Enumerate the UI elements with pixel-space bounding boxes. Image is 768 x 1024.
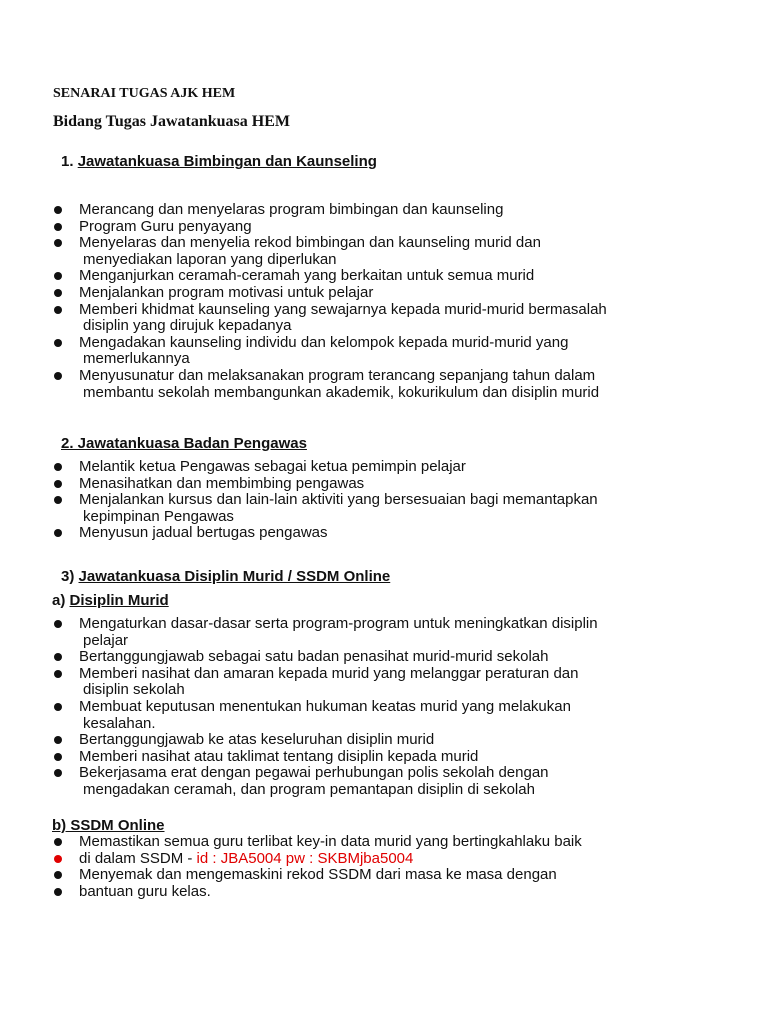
- list-item: Menyelaras dan menyelia rekod bimbingan dan kaunseling murid dan menyediakan laporan yang diperlukan: [52, 235, 607, 268]
- list-item: Membuat keputusan menentukan hukuman keatas murid yang melakukan kesalahan.: [52, 699, 598, 732]
- bullet-icon: [54, 838, 62, 846]
- section-1-heading: [61, 153, 377, 171]
- list-item: Menasihatkan dan membimbing pengawas: [52, 476, 598, 493]
- list-item: Melantik ketua Pengawas sebagai ketua pemimpin pelajar: [52, 459, 598, 476]
- list-item: Menyusunatur dan melaksanakan program terancang sepanjang tahun dalam membantu sekolah membangunkan akademik, kokurikulum dan disiplin murid: [52, 368, 607, 401]
- subsection-b-list: [52, 834, 582, 900]
- list-item: Memberi khidmat kaunseling yang sewajarnya kepada murid-murid bermasalah disiplin yang dirujuk kepadanya: [52, 302, 607, 335]
- red-bullet-icon: [54, 855, 62, 863]
- list-item: Program Guru penyayang: [52, 219, 607, 236]
- bullet-icon: [54, 871, 62, 879]
- section-2-heading: [61, 435, 307, 453]
- bullet-icon: [54, 703, 62, 711]
- list-item: Menyusun jadual bertugas pengawas: [52, 525, 598, 542]
- section-3-number: 3): [61, 568, 75, 585]
- bullet-icon: [54, 620, 62, 628]
- list-item: Menganjurkan ceramah-ceramah yang berkaitan untuk semua murid: [52, 268, 607, 285]
- section-3-heading: [61, 568, 390, 586]
- bullet-icon: [54, 670, 62, 678]
- bullet-icon: [54, 206, 62, 214]
- list-item: bantuan guru kelas.: [52, 884, 582, 901]
- bullet-icon: [54, 463, 62, 471]
- list-item: [52, 851, 582, 868]
- list-item: Menjalankan program motivasi untuk pelajar: [52, 285, 607, 302]
- subsection-b-title: b) SSDM Online: [52, 817, 165, 834]
- bullet-icon: [54, 289, 62, 297]
- list-item: Bertanggungjawab sebagai satu badan penasihat murid-murid sekolah: [52, 649, 598, 666]
- list-item: Mengadakan kaunseling individu dan kelompok kepada murid-murid yang memerlukannya: [52, 335, 607, 368]
- section-2-title: 2. Jawatankuasa Badan Pengawas: [61, 435, 307, 452]
- section-1-list: [52, 202, 607, 401]
- bullet-icon: [54, 339, 62, 347]
- bullet-icon: [54, 653, 62, 661]
- bullet-icon: [54, 736, 62, 744]
- bullet-icon: [54, 753, 62, 761]
- bullet-icon: [54, 239, 62, 247]
- list-item: Memberi nasihat atau taklimat tentang disiplin kepada murid: [52, 749, 598, 766]
- list-item: Menjalankan kursus dan lain-lain aktiviti yang bersesuaian bagi memantapkan kepimpinan Pengawas: [52, 492, 598, 525]
- subsection-a-list: [52, 616, 598, 799]
- subsection-a-title: Disiplin Murid: [69, 592, 169, 609]
- bullet-icon: [54, 496, 62, 504]
- bullet-icon: [54, 480, 62, 488]
- list-item: Menyemak dan mengemaskini rekod SSDM dari masa ke masa dengan: [52, 867, 582, 884]
- section-2-list: [52, 459, 598, 542]
- bullet-icon: [54, 769, 62, 777]
- subsection-a-heading: [52, 592, 169, 610]
- bullet-icon: [54, 223, 62, 231]
- document-title: SENARAI TUGAS AJK HEM: [53, 86, 236, 101]
- section-1-title: Jawatankuasa Bimbingan dan Kaunseling: [77, 153, 377, 170]
- list-item: Bertanggungjawab ke atas keseluruhan disiplin murid: [52, 732, 598, 749]
- list-item: Mengaturkan dasar-dasar serta program-program untuk meningkatkan disiplin pelajar: [52, 616, 598, 649]
- list-item: Merancang dan menyelaras program bimbingan dan kaunseling: [52, 202, 607, 219]
- bullet-icon: [54, 306, 62, 314]
- bullet-icon: [54, 372, 62, 380]
- ssdm-prefix: di dalam SSDM -: [79, 849, 197, 867]
- bullet-icon: [54, 529, 62, 537]
- ssdm-credentials: id : JBA5004 pw : SKBMjba5004: [196, 849, 414, 867]
- section-1-number: 1.: [61, 153, 74, 170]
- list-item: Memastikan semua guru terlibat key-in data murid yang bertingkahlaku baik: [52, 834, 582, 851]
- section-3-title: Jawatankuasa Disiplin Murid / SSDM Online: [78, 568, 391, 585]
- list-item: Bekerjasama erat dengan pegawai perhubungan polis sekolah dengan mengadakan ceramah, dan program pemantapan disiplin di sekolah: [52, 765, 598, 798]
- subsection-a-label: a): [52, 592, 66, 609]
- bullet-icon: [54, 888, 62, 896]
- list-item: Memberi nasihat dan amaran kepada murid yang melanggar peraturan dan disiplin sekolah: [52, 666, 598, 699]
- document-subtitle: Bidang Tugas Jawatankuasa HEM: [53, 113, 290, 130]
- bullet-icon: [54, 272, 62, 280]
